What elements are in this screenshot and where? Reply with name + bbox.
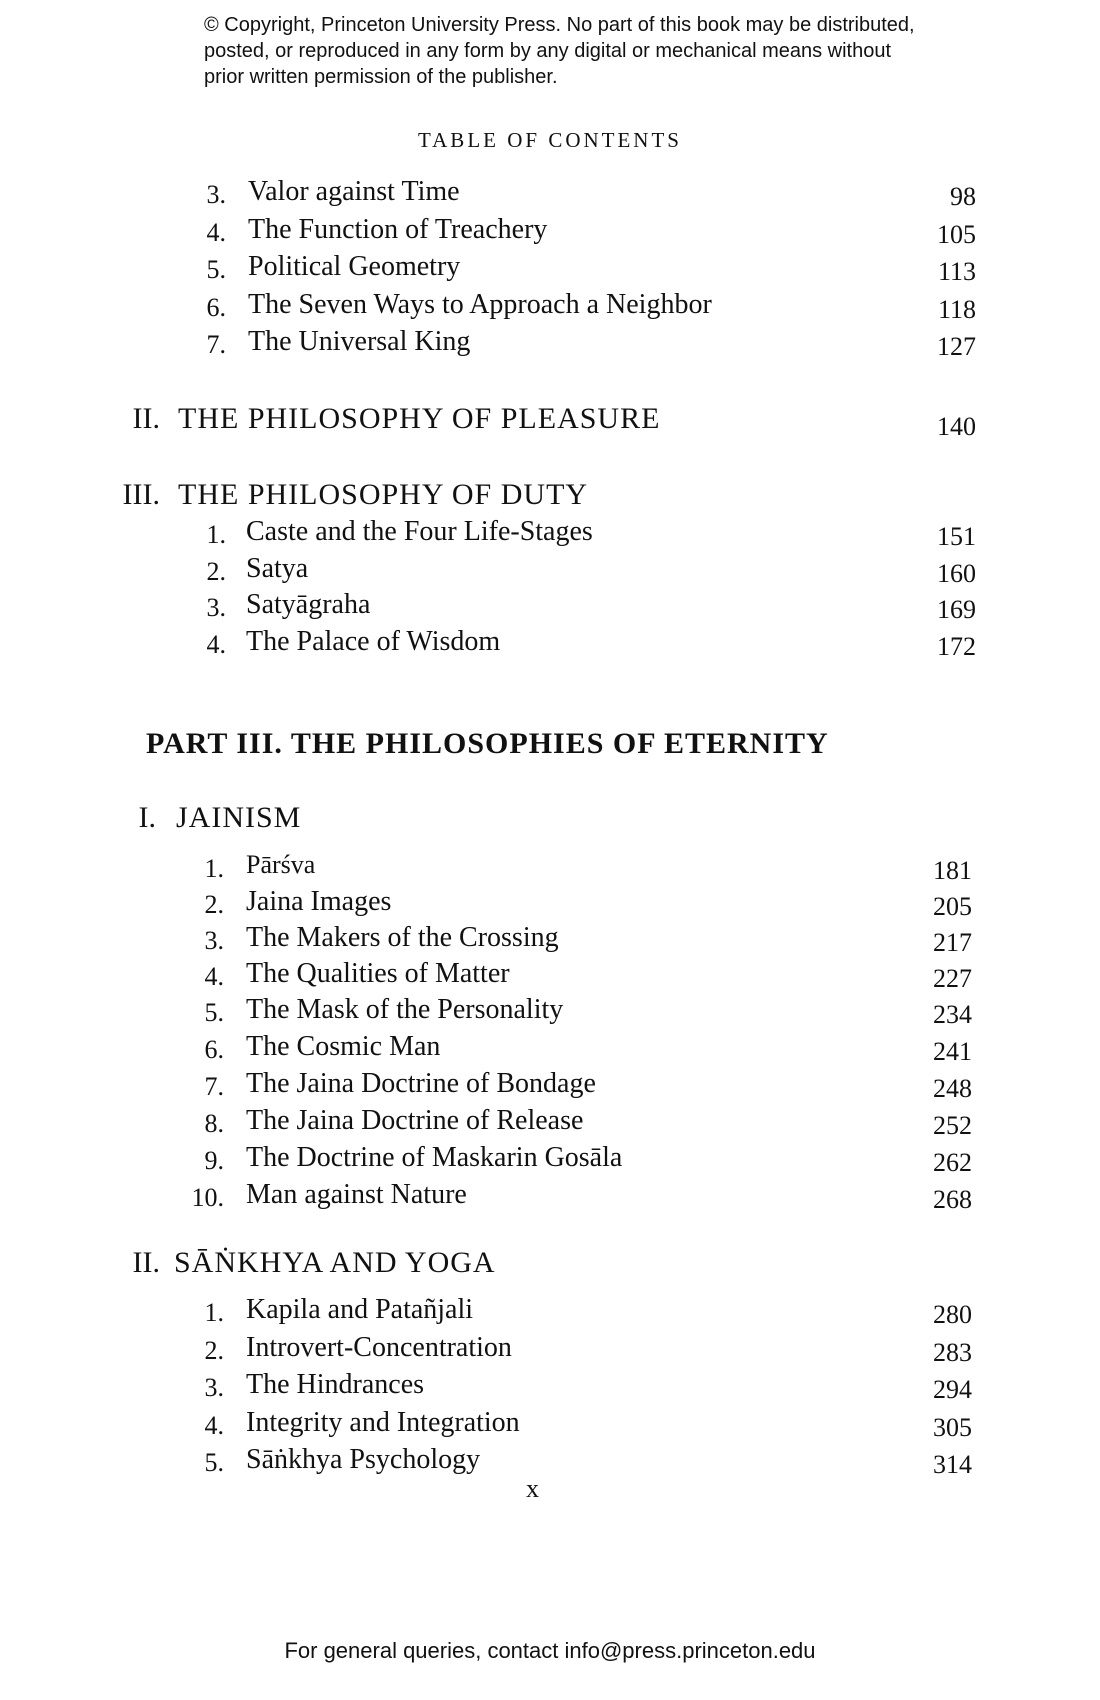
part-heading: PART III. THE PHILOSOPHIES OF ETERNITY [146,727,829,760]
entry-page: 127 [937,332,976,361]
entry-number: 5. [204,1448,224,1477]
entry-number: 4. [204,1411,224,1440]
entry-page: 252 [933,1111,972,1140]
entry-page: 205 [933,892,972,921]
entry-title: Valor against Time [248,176,460,207]
entry-page: 234 [933,1000,972,1029]
entry-page: 98 [950,182,976,211]
entry-page: 262 [933,1148,972,1177]
entry-number: 6. [206,293,226,322]
entry-title: The Doctrine of Maskarin Gosāla [246,1142,623,1173]
entry-title: Pārśva [246,850,316,879]
entry-number: 1. [204,854,224,883]
entry-number: 6. [204,1035,224,1064]
entry-title: The Universal King [248,326,471,357]
entry-page: 305 [933,1413,972,1442]
entry-title: The Makers of the Crossing [246,922,559,953]
entry-number: 5. [204,998,224,1027]
entry-page: 280 [933,1300,972,1329]
entry-number: 1. [204,1298,224,1327]
entry-title: The Hindrances [246,1369,425,1400]
chapter-title: JAINISM [176,801,302,834]
entry-number: 4. [206,218,226,247]
entry-number: 8. [204,1109,224,1138]
entry-page: 294 [933,1375,972,1404]
entry-number: 9. [204,1146,224,1175]
entry-page: 113 [937,257,976,286]
chapter-title: SĀṄKHYA AND YOGA [174,1246,496,1279]
chapter-title: THE PHILOSOPHY OF PLEASURE [178,402,661,435]
entry-title: The Jaina Doctrine of Bondage [246,1068,596,1099]
entry-page: 181 [933,856,972,885]
entry-number: 4. [204,962,224,991]
entry-number: 5. [206,255,226,284]
entry-number: 7. [206,330,226,359]
page-folio: x [526,1474,539,1503]
entry-title: The Cosmic Man [246,1031,441,1062]
chapter-number: I. [138,801,156,834]
entry-page: 118 [937,295,976,324]
entry-title: Jaina Images [246,886,392,917]
entry-title: The Function of Treachery [248,214,548,245]
entry-title: Integrity and Integration [246,1407,520,1438]
entry-number: 7. [204,1072,224,1101]
entry-number: 3. [206,593,226,622]
entry-title: Caste and the Four Life-Stages [246,516,593,547]
entry-title: The Jaina Doctrine of Release [246,1105,584,1136]
entry-page: 151 [937,522,976,551]
entry-title: Satyāgraha [246,589,371,620]
entry-number: 4. [206,630,226,659]
entry-page: 268 [933,1185,972,1214]
entry-number: 3. [204,1373,224,1402]
entry-number: 2. [206,557,226,586]
entry-page: 248 [933,1074,972,1103]
chapter-number: III. [122,478,160,511]
entry-title: The Palace of Wisdom [246,626,501,657]
entry-page: 217 [933,928,972,957]
entry-page: 172 [937,632,976,661]
toc-title: TABLE OF CONTENTS [418,128,682,152]
entry-page: 105 [937,220,976,249]
entry-page: 283 [933,1338,972,1367]
entry-number: 2. [204,1336,224,1365]
entry-page: 314 [933,1450,972,1479]
entry-title: The Mask of the Personality [246,994,564,1025]
entry-page: 160 [937,559,976,588]
entry-page: 169 [937,595,976,624]
chapter-number: II. [132,1246,160,1279]
entry-page: 227 [933,964,972,993]
entry-title: Introvert-Concentration [246,1332,512,1363]
entry-number: 2. [204,890,224,919]
entry-title: Man against Nature [246,1179,467,1210]
chapter-title: THE PHILOSOPHY OF DUTY [178,478,589,511]
footer-contact: For general queries, contact info@press.princeton.edu [284,1638,816,1663]
entry-number: 3. [204,926,224,955]
entry-number: 3. [206,180,226,209]
copyright-notice: © Copyright, Princeton University Press. No part of this book may be distributed, posted, or reproduced in any form by any digital or mechanical means without prior written permission of the publisher. [204,14,915,88]
entry-title: The Qualities of Matter [246,958,510,989]
entry-page: 241 [933,1037,972,1066]
entry-title: Satya [246,553,309,584]
entry-title: Kapila and Patañjali [246,1294,474,1325]
entry-number: 10. [191,1183,224,1212]
entry-title: Political Geometry [248,251,461,282]
entry-title: The Seven Ways to Approach a Neighbor [248,289,712,320]
chapter-page: 140 [937,412,976,441]
entry-number: 1. [206,520,226,549]
entry-title: Sāṅkhya Psychology [246,1444,481,1475]
chapter-number: II. [132,402,160,435]
